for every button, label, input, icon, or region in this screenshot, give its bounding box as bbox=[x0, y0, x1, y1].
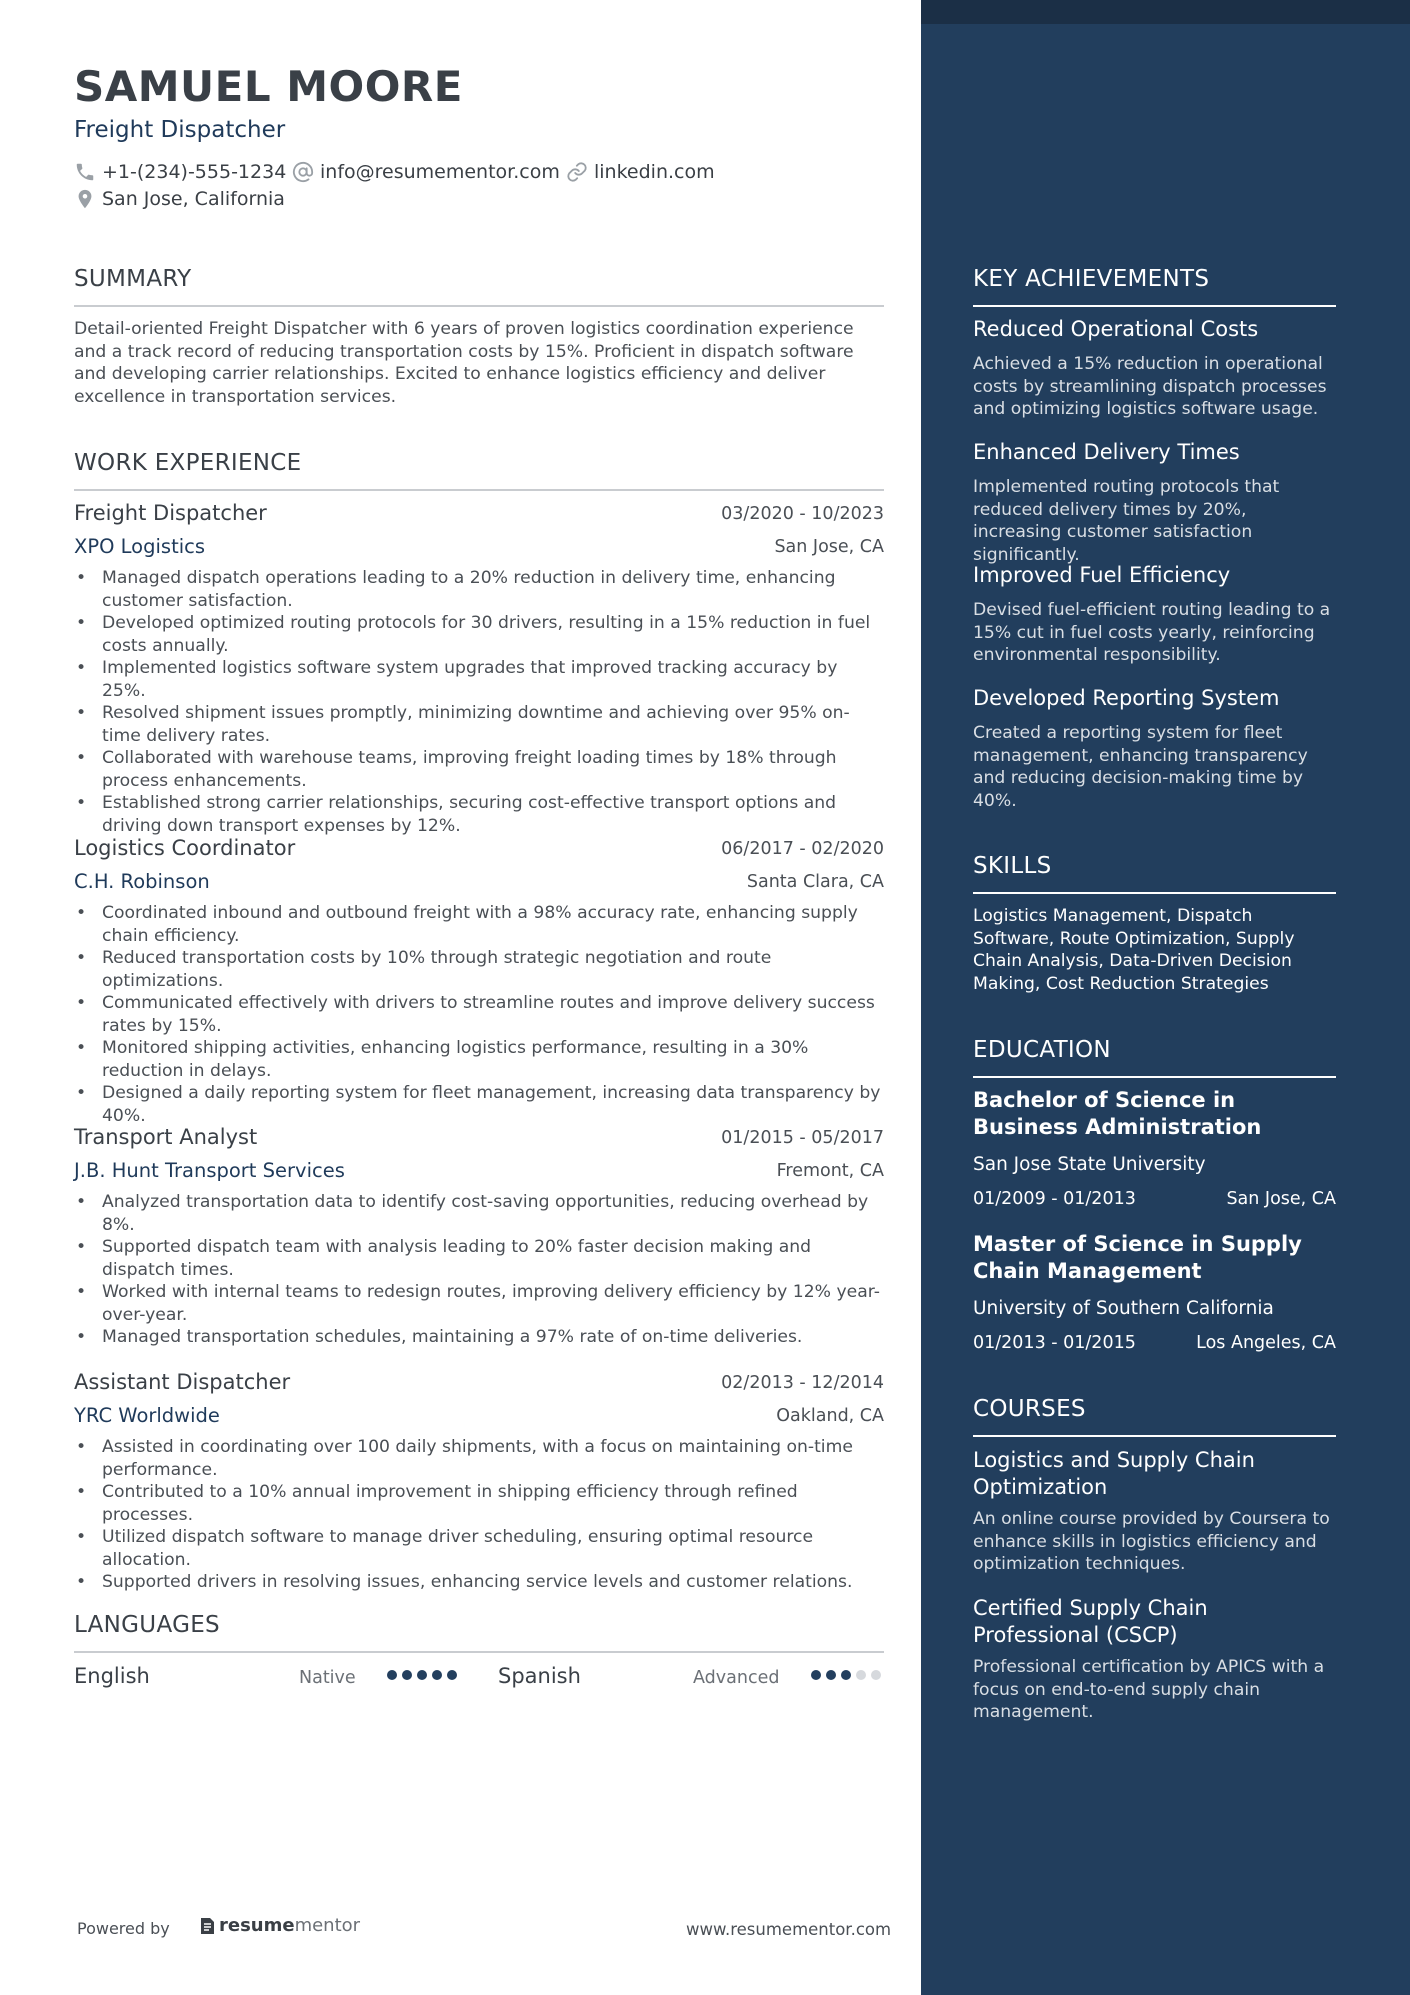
languages-heading: LANGUAGES bbox=[74, 1612, 220, 1638]
candidate-name: SAMUEL MOORE bbox=[74, 62, 463, 111]
bullet: • Established strong carrier relationships, securing cost-effective transport options and driving down transport expenses by 12%. bbox=[74, 792, 884, 837]
job-bullets bbox=[74, 1436, 884, 1594]
courses-divider bbox=[973, 1435, 1336, 1437]
achievement-desc: Achieved a 15% reduction in operational costs by streamlining dispatch processes and optimizing logistics software usage. bbox=[973, 354, 1327, 419]
education-school: San Jose State University bbox=[973, 1154, 1206, 1175]
bullet: • Collaborated with warehouse teams, improving freight loading times by 18% through process enhancements. bbox=[74, 747, 884, 792]
job-bullets bbox=[74, 902, 884, 1127]
bullet: • Managed transportation schedules, maintaining a 97% rate of on-time deliveries. bbox=[74, 1326, 884, 1349]
education-location: Los Angeles, CA bbox=[1196, 1333, 1336, 1353]
rating-dot-filled bbox=[432, 1670, 442, 1680]
contact-phone[interactable] bbox=[74, 161, 286, 183]
resumementor-logo-icon bbox=[198, 1916, 216, 1936]
job-title: Transport Analyst bbox=[74, 1125, 258, 1149]
language-name: Spanish bbox=[498, 1664, 581, 1688]
candidate-role: Freight Dispatcher bbox=[74, 117, 286, 143]
achievement-title: Reduced Operational Costs bbox=[973, 317, 1259, 341]
education-school: University of Southern California bbox=[973, 1298, 1274, 1319]
job-bullets bbox=[74, 567, 884, 837]
job-dates: 06/2017 - 02/2020 bbox=[721, 839, 884, 859]
job-company: XPO Logistics bbox=[74, 535, 206, 558]
language-name: English bbox=[74, 1664, 150, 1688]
course-title: Certified Supply Chain Professional (CSCP) bbox=[973, 1596, 1208, 1647]
bullet: • Supported drivers in resolving issues, enhancing service levels and customer relations. bbox=[74, 1571, 884, 1594]
course-desc: Professional certification by APICS with a focus on end-to-end supply chain management. bbox=[973, 1657, 1325, 1722]
bullet: • Coordinated inbound and outbound freight with a 98% accuracy rate, enhancing supply chain efficiency. bbox=[74, 902, 884, 947]
experience-divider bbox=[74, 489, 884, 491]
education-dates: 01/2013 - 01/2015 bbox=[973, 1333, 1136, 1353]
location-text: San Jose, California bbox=[102, 188, 285, 210]
courses-heading: COURSES bbox=[973, 1396, 1086, 1422]
rating-dot-filled bbox=[826, 1670, 836, 1680]
phone-icon bbox=[74, 161, 96, 183]
job-location: Oakland, CA bbox=[776, 1406, 884, 1426]
rating-dot-filled bbox=[417, 1670, 427, 1680]
rating-dot-filled bbox=[387, 1670, 397, 1680]
achievement-desc: Devised fuel-efficient routing leading to a 15% cut in fuel costs yearly, reinforcing environmental responsibility. bbox=[973, 600, 1331, 665]
education-heading: EDUCATION bbox=[973, 1037, 1111, 1063]
link-icon bbox=[566, 161, 588, 183]
job-company: C.H. Robinson bbox=[74, 870, 210, 893]
language-rating bbox=[811, 1670, 881, 1680]
summary-heading: SUMMARY bbox=[74, 266, 192, 292]
education-degree: Bachelor of Science in Business Administration bbox=[973, 1088, 1262, 1139]
achievements-heading: KEY ACHIEVEMENTS bbox=[973, 266, 1210, 292]
powered-by-label: Powered by bbox=[77, 1919, 170, 1938]
bullet: • Reduced transportation costs by 10% through strategic negotiation and route optimizations. bbox=[74, 947, 884, 992]
rating-dot-filled bbox=[841, 1670, 851, 1680]
email-text: info@resumementor.com bbox=[320, 161, 560, 183]
skills-divider bbox=[973, 892, 1336, 894]
skills-heading: SKILLS bbox=[973, 853, 1052, 879]
job-dates: 01/2015 - 05/2017 bbox=[721, 1128, 884, 1148]
bullet: • Analyzed transportation data to identify cost-saving opportunities, reducing overhead by 8%. bbox=[74, 1191, 884, 1236]
rating-dot-filled bbox=[447, 1670, 457, 1680]
course-desc: An online course provided by Coursera to enhance skills in logistics efficiency and optimization techniques. bbox=[973, 1509, 1330, 1574]
bullet: • Supported dispatch team with analysis leading to 20% faster decision making and dispatch times. bbox=[74, 1236, 884, 1281]
languages-divider bbox=[74, 1651, 884, 1653]
job-company: YRC Worldwide bbox=[74, 1404, 220, 1427]
experience-heading: WORK EXPERIENCE bbox=[74, 450, 302, 476]
language-rating bbox=[387, 1670, 457, 1680]
course-title: Logistics and Supply Chain Optimization bbox=[973, 1448, 1255, 1499]
contact-location bbox=[74, 188, 285, 210]
summary-text: Detail-oriented Freight Dispatcher with 6 years of proven logistics coordination experience and a track record of reducing transportation costs by 15%. Proficient in dispatch software and developing carrier relationships. Excited to enhance logistics efficiency and deliver excellence in transportation services. bbox=[74, 319, 854, 407]
language-level: Native bbox=[299, 1668, 356, 1688]
achievement-title: Enhanced Delivery Times bbox=[973, 440, 1240, 464]
bullet: • Worked with internal teams to redesign routes, improving delivery efficiency by 12% year-over-year. bbox=[74, 1281, 884, 1326]
logo-bold-text: resume bbox=[219, 1915, 295, 1936]
achievement-desc: Created a reporting system for fleet management, enhancing transparency and reducing decision-making time by 40%. bbox=[973, 723, 1308, 811]
job-location: Santa Clara, CA bbox=[746, 872, 884, 892]
bullet: • Implemented logistics software system upgrades that improved tracking accuracy by 25%. bbox=[74, 657, 884, 702]
job-title: Logistics Coordinator bbox=[74, 836, 296, 860]
skills-text: Logistics Management, Dispatch Software, Route Optimization, Supply Chain Analysis, Data-Driven Decision Making, Cost Reduction Strategies bbox=[973, 906, 1295, 994]
contact-email[interactable] bbox=[292, 161, 560, 183]
summary-divider bbox=[74, 305, 884, 307]
job-location: Fremont, CA bbox=[776, 1161, 884, 1181]
phone-text: +1-(234)-555-1234 bbox=[102, 161, 287, 183]
bullet: • Managed dispatch operations leading to a 20% reduction in delivery time, enhancing customer satisfaction. bbox=[74, 567, 884, 612]
job-location: San Jose, CA bbox=[774, 537, 884, 557]
bullet: • Communicated effectively with drivers to streamline routes and improve delivery success rates by 15%. bbox=[74, 992, 884, 1037]
job-title: Freight Dispatcher bbox=[74, 501, 267, 525]
contact-linkedin[interactable] bbox=[566, 161, 715, 183]
achievement-desc: Implemented routing protocols that reduced delivery times by 20%, increasing customer satisfaction significantly. bbox=[973, 477, 1280, 565]
job-company: J.B. Hunt Transport Services bbox=[74, 1159, 345, 1182]
achievement-title: Developed Reporting System bbox=[973, 686, 1280, 710]
sidebar-top-band bbox=[921, 0, 1410, 24]
at-sign-icon bbox=[292, 161, 314, 183]
bullet: • Resolved shipment issues promptly, minimizing downtime and achieving over 95% on-time delivery rates. bbox=[74, 702, 884, 747]
bullet: • Designed a daily reporting system for fleet management, increasing data transparency by 40%. bbox=[74, 1082, 884, 1127]
bullet: • Utilized dispatch software to manage driver scheduling, ensuring optimal resource allocation. bbox=[74, 1526, 884, 1571]
education-dates: 01/2009 - 01/2013 bbox=[973, 1189, 1136, 1209]
bullet: • Developed optimized routing protocols for 30 drivers, resulting in a 15% reduction in fuel costs annually. bbox=[74, 612, 884, 657]
achievements-divider bbox=[973, 305, 1336, 307]
rating-dot-empty bbox=[871, 1670, 881, 1680]
job-title: Assistant Dispatcher bbox=[74, 1370, 291, 1394]
logo-light-text: mentor bbox=[294, 1915, 361, 1936]
rating-dot-filled bbox=[402, 1670, 412, 1680]
achievement-title: Improved Fuel Efficiency bbox=[973, 563, 1231, 587]
job-dates: 02/2013 - 12/2014 bbox=[721, 1373, 884, 1393]
bullet: • Monitored shipping activities, enhancing logistics performance, resulting in a 30% reduction in delays. bbox=[74, 1037, 884, 1082]
bullet: • Assisted in coordinating over 100 daily shipments, with a focus on maintaining on-time performance. bbox=[74, 1436, 884, 1481]
location-pin-icon bbox=[74, 188, 96, 210]
education-divider bbox=[973, 1076, 1336, 1078]
job-bullets bbox=[74, 1191, 884, 1349]
education-location: San Jose, CA bbox=[1226, 1189, 1336, 1209]
rating-dot-filled bbox=[811, 1670, 821, 1680]
education-degree: Master of Science in Supply Chain Management bbox=[973, 1232, 1302, 1283]
rating-dot-empty bbox=[856, 1670, 866, 1680]
bullet: • Contributed to a 10% annual improvement in shipping efficiency through refined processes. bbox=[74, 1481, 884, 1526]
linkedin-text: linkedin.com bbox=[594, 161, 715, 183]
job-dates: 03/2020 - 10/2023 bbox=[721, 504, 884, 524]
resumementor-logo[interactable] bbox=[198, 1915, 360, 1936]
footer-url[interactable]: www.resumementor.com bbox=[686, 1920, 892, 1939]
language-level: Advanced bbox=[693, 1668, 780, 1688]
sidebar bbox=[921, 0, 1410, 1995]
